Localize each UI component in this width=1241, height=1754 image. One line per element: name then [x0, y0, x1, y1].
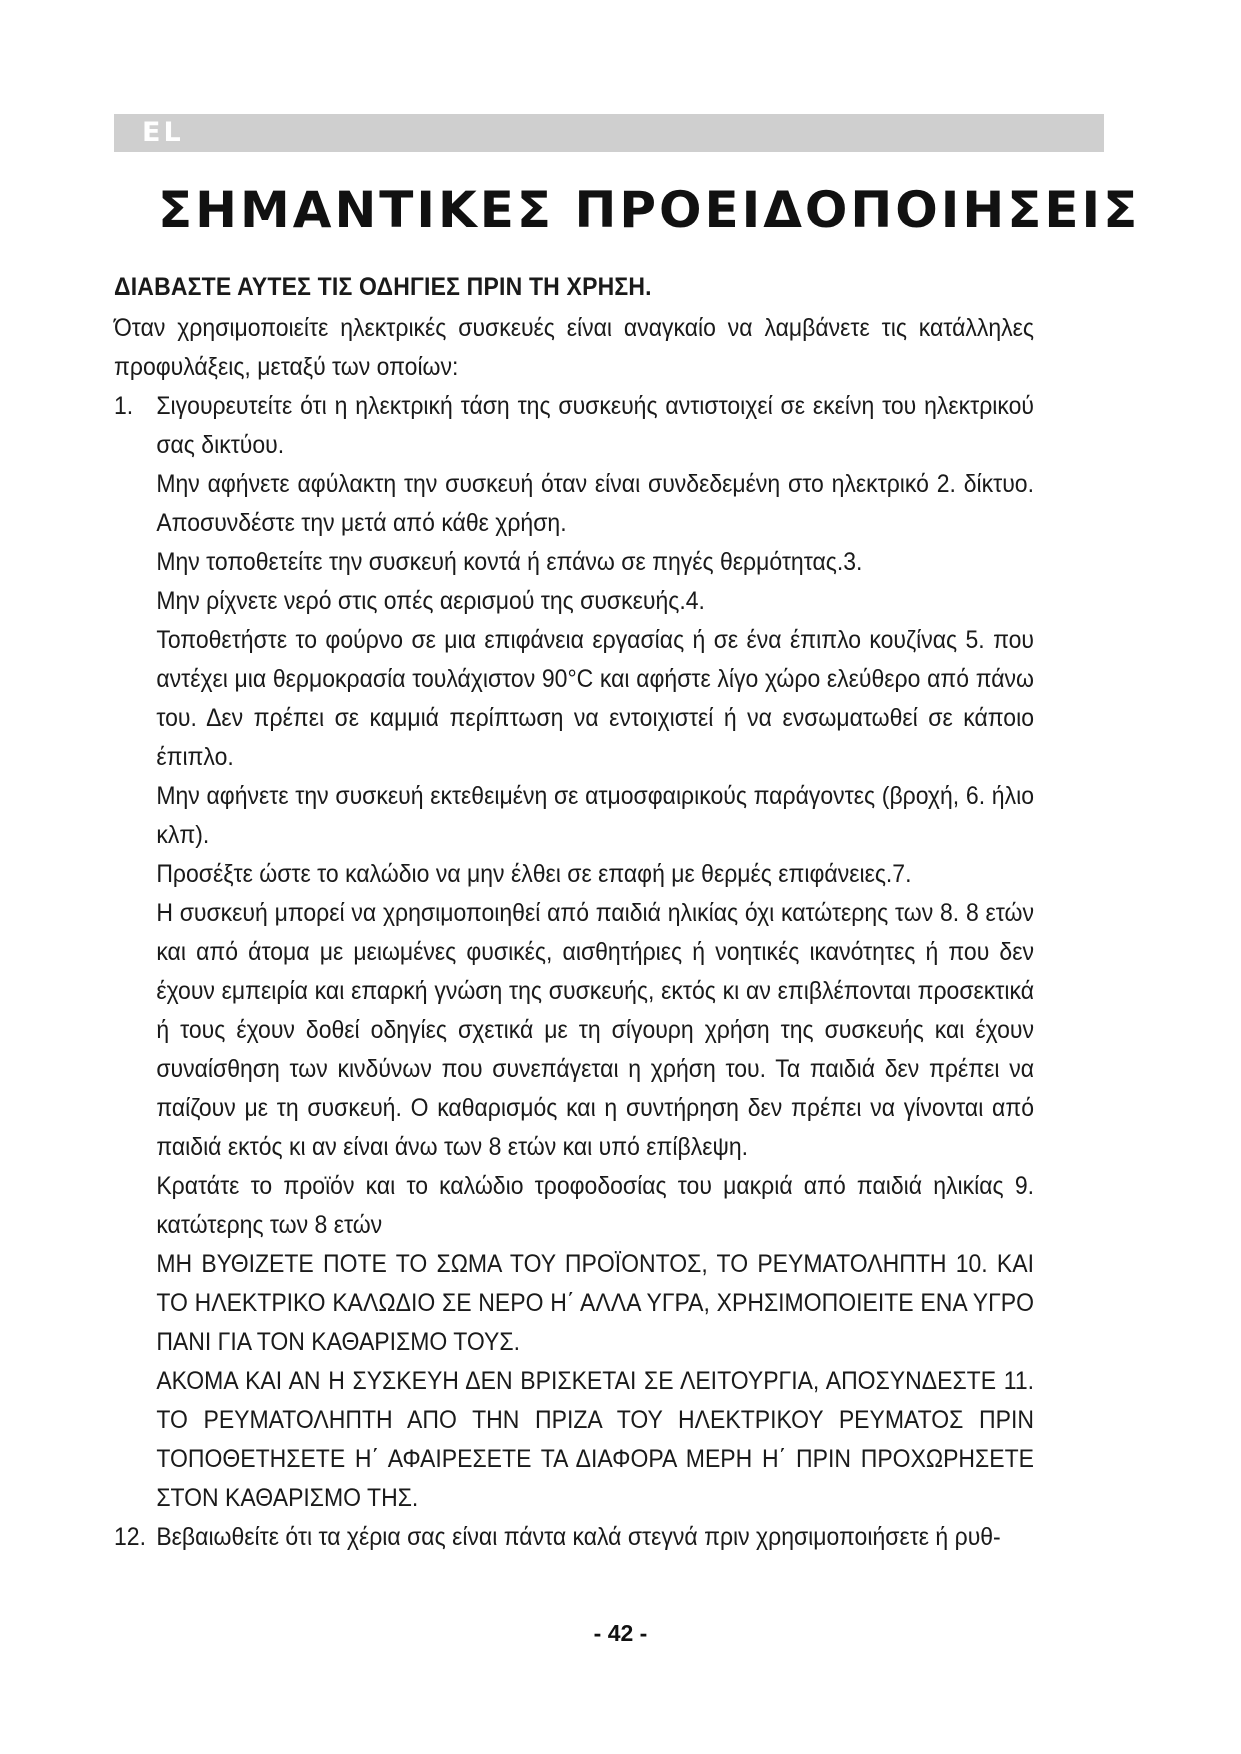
list-item [114, 543, 1034, 582]
item-text: Βεβαιωθείτε ότι τα χέρια σας είναι πάντα καλά στεγνά πριν χρησιμοποιήσετε ή ρυθ- [156, 1523, 1001, 1551]
intro-paragraph: Όταν χρησιμοποιείτε ηλεκτρικές συσκευές είναι αναγκαίο να λαμβάνετε τις κατάλληλες προφυλάξεις, μεταξύ των οποίων: [114, 314, 1034, 381]
list-item [114, 1167, 1034, 1245]
item-text: Τοποθετήστε το φούρνο σε μια επιφάνεια εργασίας ή σε ένα έπιπλο κουζίνας 5. που αντέχει μια θερμοκρασία τουλάχιστον 90°C και αφήστε λίγο χώρο ελεύθερο από πάνω του. Δεν πρέπει σε καμμιά περίπτωση να εντοιχιστεί ή να ενσωματωθεί σε κάποιο έπιπλο. [156, 626, 1034, 771]
item-text: ΑΚΟΜΑ ΚΑΙ ΑΝ Η ΣΥΣΚΕΥΗ ΔΕΝ ΒΡΙΣΚΕΤΑΙ ΣΕ ΛΕΙΤΟΥΡΓΙΑ, ΑΠΟΣΥΝΔΕΣΤΕ 11. ΤΟ ΡΕΥΜΑΤΟΛΗΠΤΗ ΑΠΟ ΤΗΝ ΠΡΙΖΑ ΤΟΥ ΗΛΕΚΤΡΙΚΟΥ ΡΕΥΜΑΤΟΣ ΠΡΙΝ ΤΟΠΟΘΕΤΗΣΕΤΕ Η΄ ΑΦΑΙΡΕΣΕΤΕ ΤΑ ΔΙΑΦΟΡΑ ΜΕΡΗ Η΄ ΠΡΙΝ ΠΡΟΧΩΡΗΣΕΤΕ ΣΤΟΝ ΚΑΘΑΡΙΣΜΟ ΤΗΣ. [156, 1367, 1034, 1512]
language-label: EL [142, 117, 184, 148]
document-body [114, 268, 1034, 1557]
item-text: Μην τοποθετείτε την συσκευή κοντά ή επάνω σε πηγές θερμότητας.3. [156, 548, 863, 576]
item-text: Προσέξτε ώστε το καλώδιο να μην έλθει σε επαφή με θερμές επιφάνειες.7. [156, 860, 912, 888]
item-text: ΜΗ ΒΥΘΙΖΕΤΕ ΠΟΤΕ ΤΟ ΣΩΜΑ ΤΟΥ ΠΡΟΪΟΝΤΟΣ, ΤΟ ΡΕΥΜΑΤΟΛΗΠΤΗ 10. ΚΑΙ ΤΟ ΗΛΕΚΤΡΙΚΟ ΚΑΛΩΔΙΟ ΣΕ ΝΕΡΟ Η΄ ΑΛΛΑ ΥΓΡΑ, ΧΡΗΣΙΜΟΠΟΙΕΙΤΕ ΕΝΑ ΥΓΡΟ ΠΑΝΙ ΓΙΑ ΤΟΝ ΚΑΘΑΡΙΣΜΟ ΤΟΥΣ. [156, 1250, 1034, 1356]
page-number: - 42 - [593, 1620, 648, 1646]
item-text: Μην αφήνετε αφύλακτη την συσκευή όταν είναι συνδεδεμένη στο ηλεκτρικό 2. δίκτυο. Αποσυνδέστε την μετά από κάθε χρήση. [156, 470, 1034, 537]
list-item [114, 777, 1034, 855]
item-number: 12. [114, 1523, 146, 1551]
list-item [114, 1362, 1034, 1518]
list-item [114, 621, 1034, 777]
list-item [114, 387, 1034, 465]
list-item [114, 894, 1034, 1167]
item-number: 1. [114, 392, 134, 420]
list-item [114, 582, 1034, 621]
language-bar [114, 114, 1104, 152]
list-item [114, 1245, 1034, 1362]
list-item [114, 855, 1034, 894]
item-text: Η συσκευή μπορεί να χρησιμοποιηθεί από παιδιά ηλικίας όχι κατώτερης των 8. 8 ετών και από άτομα με μειωμένες φυσικές, αισθητήριες ή νοητικές ικανότητες ή που δεν έχουν εμπειρία και επαρκή γνώση της συσκευής, εκτός κι αν επιβλέπονται προσεκτικά ή τους έχουν δοθεί οδηγίες σχετικά με τη σίγουρη χρήση της συσκευής και έχουν συναίσθηση των κινδύνων που συνεπάγεται η χρήση του. Τα παιδιά δεν πρέπει να παίζουν με τη συσκευή. Ο καθαρισμός και η συντήρηση δεν πρέπει να γίνονται από παιδιά εκτός κι αν είναι άνω των 8 ετών και υπό επίβλεψη. [156, 899, 1034, 1161]
list-item [114, 1518, 1034, 1557]
item-text: Κρατάτε το προϊόν και το καλώδιο τροφοδοσίας του μακριά από παιδιά ηλικίας 9. κατώτερης των 8 ετών [156, 1172, 1034, 1239]
item-text: Σιγουρευτείτε ότι η ηλεκτρική τάση της συσκευής αντιστοιχεί σε εκείνη του ηλεκτρικού σας δικτύου. [156, 392, 1034, 459]
page-title: ΣΗΜΑΝΤΙΚΕΣ ΠΡΟΕΙΔΟΠΟΙΗΣΕΙΣ [158, 181, 1141, 239]
section-subtitle: ΔΙΑΒΑΣΤΕ ΑΥΤΕΣ ΤΙΣ ΟΔΗΓΙΕΣ ΠΡΙΝ ΤΗ ΧΡΗΣΗ. [114, 273, 652, 301]
list-item [114, 465, 1034, 543]
item-text: Μην ρίχνετε νερό στις οπές αερισμού της συσκευής.4. [156, 587, 705, 615]
item-text: Μην αφήνετε την συσκευή εκτεθειμένη σε ατμοσφαιρικούς παράγοντες (βροχή, 6. ήλιο κλπ). [156, 782, 1034, 849]
